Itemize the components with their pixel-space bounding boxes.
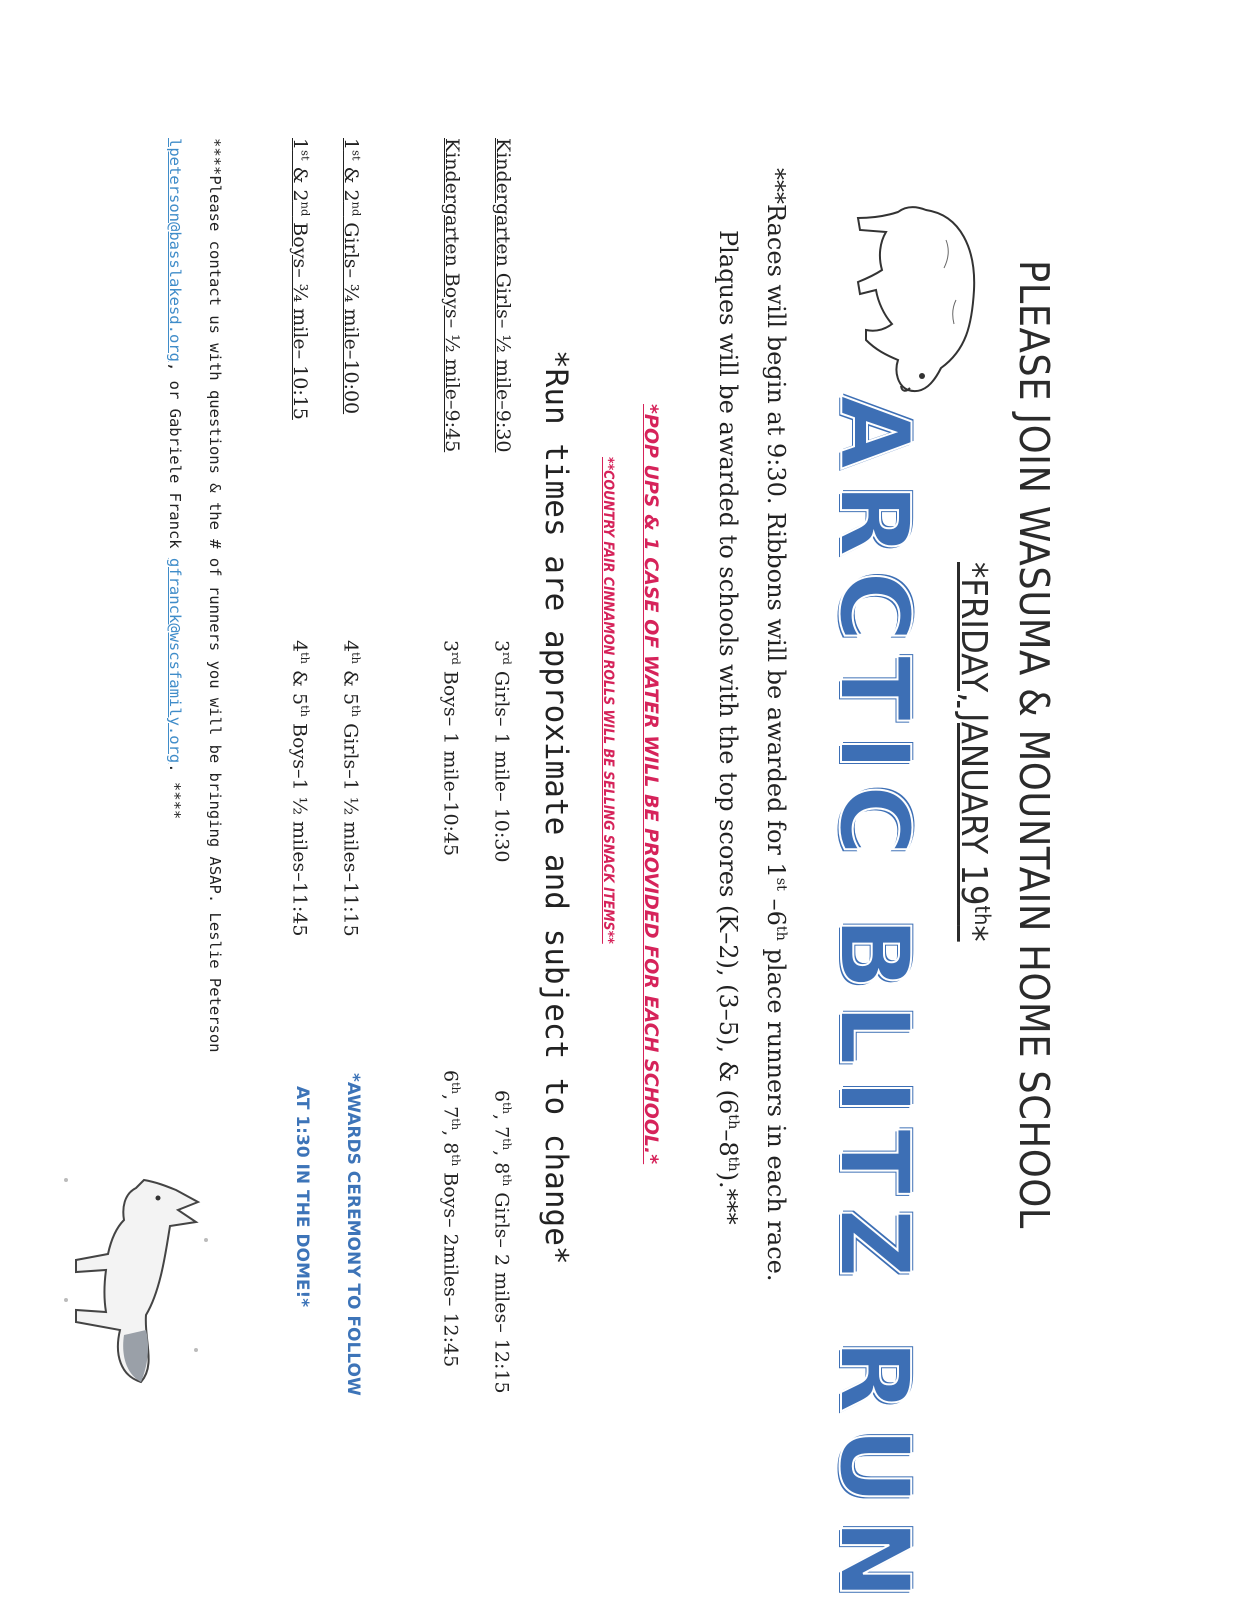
s3g-s1: rd <box>500 652 514 665</box>
s678g-d: Girls– 2 miles– 12:15 <box>490 1186 513 1394</box>
s678g-a: 6 <box>490 1090 513 1103</box>
schedule-k-girls <box>492 138 514 452</box>
awards-line-2: AT 1:30 IN THE DOME!* <box>292 1086 312 1308</box>
s12b-c: Boys– ¾ mile– 10:15 <box>288 216 311 420</box>
s678b-b: , 7 <box>439 1094 462 1119</box>
s678b-d: Boys– 2miles– 12:45 <box>439 1166 462 1368</box>
races-text-a: ***Races will begin at 9:30. Ribbons will be awarded for 1 <box>762 168 790 878</box>
s45g-s2: th <box>349 705 363 718</box>
races-sup-1: st <box>773 877 789 891</box>
contact-mid: , or Gabriele Franck <box>166 361 184 558</box>
run-times-note: *Run times are approximate and subject to change* <box>538 350 574 1265</box>
page-title: PLEASE JOIN WASUMA & MOUNTAIN HOME SCHOOL <box>1010 260 1058 1229</box>
plaques-sup-2: th <box>725 1156 741 1172</box>
snacks-notice: **COUNTRY FAIR CINNAMON ROLLS WILL BE SELLING SNACK ITEMS** <box>600 457 616 944</box>
schedule-3-boys <box>440 640 463 856</box>
s3g-a: 3 <box>490 640 513 653</box>
s678g-c: , 8 <box>490 1150 513 1175</box>
s45g-b: & 5 <box>339 664 362 706</box>
plaques-info <box>714 230 742 1225</box>
schedule-k-boys <box>441 138 463 452</box>
s678g-s2: th <box>500 1138 514 1151</box>
s45g-s1: th <box>349 652 363 665</box>
s12g-c: Girls– ¾ mile–10:00 <box>339 216 362 415</box>
races-text-b: –6 <box>762 890 790 926</box>
s678b-s1: th <box>449 1082 463 1095</box>
event-date-suffix: th <box>969 905 994 926</box>
s678b-s3: th <box>449 1154 463 1167</box>
email-link-lpeterson[interactable]: lpeterson@basslakesd.org <box>166 138 184 362</box>
event-date-end: * <box>953 925 994 942</box>
s678b-s2: th <box>449 1118 463 1131</box>
s45b-b: & 5 <box>288 664 311 706</box>
s3b-c: Boys– 1 mile–10:45 <box>439 664 462 857</box>
plaques-text-c: ).*** <box>714 1171 742 1225</box>
s12g-b: & 2 <box>339 160 362 202</box>
s12b-s1: st <box>298 150 312 161</box>
s12b-a: 1 <box>288 138 311 151</box>
s12g-s2: nd <box>349 201 363 217</box>
plaques-sup-1: th <box>725 1114 741 1130</box>
s45g-c: Girls–1 ½ miles–11:15 <box>339 717 362 937</box>
plaques-text-a: Plaques will be awarded to schools with the top scores (K–2), (3–5), & (6 <box>714 230 742 1115</box>
s678g-b: , 7 <box>490 1114 513 1139</box>
schedule-3-girls <box>491 640 514 862</box>
schedule-678-boys <box>440 1070 463 1367</box>
awards-line-1: *AWARDS CEREMONY TO FOLLOW <box>343 1073 363 1396</box>
popups-notice: *POP UPS & 1 CASE OF WATER WILL BE PROVIDED FOR EACH SCHOOL.* <box>640 404 662 1165</box>
s45b-s1: th <box>298 652 312 665</box>
email-link-gfranck[interactable]: gfranck@wscsfamily.org <box>166 557 184 764</box>
event-date <box>953 562 994 942</box>
polar-bear-icon <box>846 190 996 400</box>
s678b-c: , 8 <box>439 1130 462 1155</box>
schedule-678-girls <box>491 1090 514 1394</box>
s3b-a: 3 <box>439 640 462 653</box>
s45b-a: 4 <box>288 640 311 653</box>
s3b-s1: rd <box>449 652 463 665</box>
s12g-s1: st <box>349 150 363 161</box>
s678g-s1: th <box>500 1102 514 1115</box>
s45b-s2: th <box>298 705 312 718</box>
schedule-45-boys <box>289 640 312 936</box>
s45b-c: Boys–1 ½ miles–11:45 <box>288 717 311 937</box>
contact-line-1: ****Please contact us with questions & the # of runners you will be bringing ASAP. Leslie Peterson <box>206 138 224 1053</box>
schedule-45-girls <box>340 640 363 937</box>
s3g-c: Girls– 1 mile– 10:30 <box>490 664 513 863</box>
s12g-a: 1 <box>339 138 362 151</box>
event-date-text: *FRIDAY, JANUARY 19 <box>953 562 994 906</box>
races-text-c: place runners in each race. <box>762 940 790 1282</box>
schedule-12-boys <box>289 138 312 420</box>
contact-end: . **** <box>166 763 184 820</box>
s678b-a: 6 <box>439 1070 462 1083</box>
s12b-s2: nd <box>298 201 312 217</box>
schedule-k-boys-text: Kindergarten Boys– ½ mile–9:45 <box>441 138 463 453</box>
plaques-text-b: –8 <box>714 1129 742 1157</box>
contact-line-2 <box>166 138 184 819</box>
s45g-a: 4 <box>339 640 362 653</box>
arctic-fox-icon <box>56 1150 216 1390</box>
schedule-k-girls-text: Kindergarten Girls– ½ mile–9:30 <box>492 138 514 453</box>
event-title: ARCTIC BLITZ RUN <box>818 395 930 1614</box>
races-info <box>762 168 790 1281</box>
s678g-s3: th <box>500 1174 514 1187</box>
schedule-12-girls <box>340 138 363 414</box>
races-sup-2: th <box>773 925 789 941</box>
s12b-b: & 2 <box>288 160 311 202</box>
